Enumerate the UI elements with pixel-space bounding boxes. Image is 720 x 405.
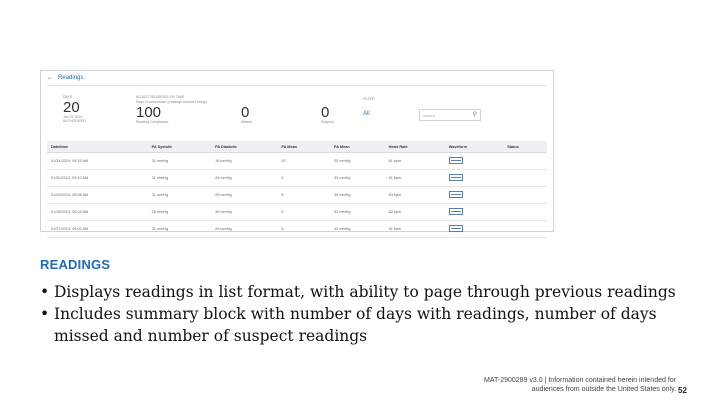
cell: 26 mmHg (211, 170, 277, 187)
waveform-cell (445, 153, 503, 170)
readings-header[interactable] (47, 74, 83, 81)
cell (503, 187, 547, 204)
waveform-icon[interactable] (449, 191, 463, 198)
days-stat-label: DAYS (63, 95, 73, 99)
page-number: 52 (678, 386, 687, 395)
cell: 39 mmHg (330, 187, 385, 204)
readings-screenshot (40, 70, 554, 232)
table-row[interactable] (47, 221, 547, 238)
section-title: READINGS (40, 257, 111, 272)
days-stat-value: 20 (63, 99, 80, 116)
table-header-row (47, 141, 547, 153)
cell: 33 mmHg (330, 170, 385, 187)
col-pa-mean-1[interactable]: PA Mean (277, 141, 330, 153)
col-pa-mean-2[interactable]: PA Mean (330, 141, 385, 153)
col-heart-rate[interactable]: Heart Rate (385, 141, 445, 153)
col-date[interactable]: Date/time (47, 141, 148, 153)
bullet-text: Includes summary block with number of days with readings, number of days missed and number of suspect readings (54, 305, 657, 345)
bullet-symbol: • (40, 283, 50, 301)
missed-stat (241, 105, 252, 124)
waveform-icon[interactable] (449, 225, 463, 232)
cell: 33 mmHg (330, 204, 385, 221)
cell: 16 mmHg (211, 153, 277, 170)
cell: 62 bpm (385, 204, 445, 221)
search-placeholder: search (423, 113, 436, 118)
cell: 31 mmHg (148, 221, 211, 238)
filter-label: FILTER (363, 97, 375, 101)
suspect-stat-value: 0 (321, 104, 330, 121)
waveform-cell (445, 204, 503, 221)
table-row[interactable] (47, 187, 547, 204)
waveform-icon[interactable] (449, 174, 463, 181)
cell: 25 mmHg (211, 187, 277, 204)
table-row[interactable] (47, 153, 547, 170)
cell (503, 170, 547, 187)
filter-dropdown[interactable]: All (363, 111, 370, 117)
cell: 61 bpm (385, 153, 445, 170)
cell: 8 (277, 170, 330, 187)
cell: 31 mmHg (148, 170, 211, 187)
cell: 01/27/2019, 09:02 AM (47, 221, 148, 238)
divider (47, 85, 547, 86)
footer-disclaimer (396, 376, 676, 394)
col-pa-diastolic[interactable]: PA Diastolic (211, 141, 277, 153)
cell: 01/30/2019, 09:10 AM (47, 170, 148, 187)
cell: 20 (277, 153, 330, 170)
waveform-cell (445, 170, 503, 187)
cell: 63 bpm (385, 187, 445, 204)
cell: 42 mmHg (330, 221, 385, 238)
waveform-icon[interactable] (449, 157, 463, 164)
cell: 01/28/2019, 09:04 AM (47, 204, 148, 221)
cell: 26 mmHg (211, 221, 277, 238)
cell: 01/31/2019, 09:15 AM (47, 153, 148, 170)
cell: 5 (277, 204, 330, 221)
compliance-stat (136, 95, 207, 124)
waveform-cell (445, 187, 503, 204)
col-waveform[interactable]: Waveform (445, 141, 503, 153)
readings-header-label: Readings (58, 75, 84, 81)
missed-stat-label: Missed (241, 120, 253, 124)
table-row[interactable] (47, 170, 547, 187)
bullet-text: Displays readings in list format, with ability to page through previous readings (54, 283, 676, 301)
readings-table (47, 141, 547, 238)
compliance-stat-label: ADJUST READINGS ON TIME (136, 95, 185, 99)
bullet-item (40, 281, 700, 303)
search-icon[interactable]: ⚲ (472, 112, 477, 118)
cell: 01/29/2019, 09:08 AM (47, 187, 148, 204)
cell: 31 mmHg (148, 187, 211, 204)
days-stat-status: AUTHORIZED (63, 119, 86, 123)
bullet-list (40, 281, 700, 347)
days-stat-date: Jan 31 2019 (63, 115, 83, 119)
footer-line-1: MAT-2900289 v3.0 | Information contained herein intended for (484, 377, 676, 384)
cell: 8 (277, 187, 330, 204)
days-stat (63, 95, 86, 123)
col-status[interactable]: Status (503, 141, 547, 153)
search-input[interactable] (419, 109, 481, 121)
cell: 8 (277, 221, 330, 238)
waveform-cell (445, 221, 503, 238)
bullet-item (40, 303, 700, 347)
compliance-stat-desc: Days in compliance (readings received today) (136, 100, 207, 104)
table-row[interactable] (47, 204, 547, 221)
cell: 31 mmHg (148, 153, 211, 170)
cell: 61 bpm (385, 221, 445, 238)
suspect-stat-label: Suspect (321, 120, 334, 124)
cell (503, 204, 547, 221)
bullet-symbol: • (40, 305, 50, 323)
waveform-icon[interactable] (449, 208, 463, 215)
suspect-stat (321, 105, 334, 124)
col-pa-systolic[interactable]: PA Systolic (148, 141, 211, 153)
compliance-stat-value: 100 (136, 104, 162, 121)
cell (503, 153, 547, 170)
cell (503, 221, 547, 238)
cell: 30 mmHg (211, 204, 277, 221)
cell: 61 bpm (385, 170, 445, 187)
cell: 26 mmHg (148, 204, 211, 221)
missed-stat-value: 0 (241, 104, 250, 121)
chevron-down-icon: ⌄ (47, 75, 53, 81)
compliance-stat-sub: Reading Compliance (136, 120, 169, 124)
cell: 20 mmHg (330, 153, 385, 170)
footer-line-2: audiences from outside the United States only. (531, 386, 676, 393)
